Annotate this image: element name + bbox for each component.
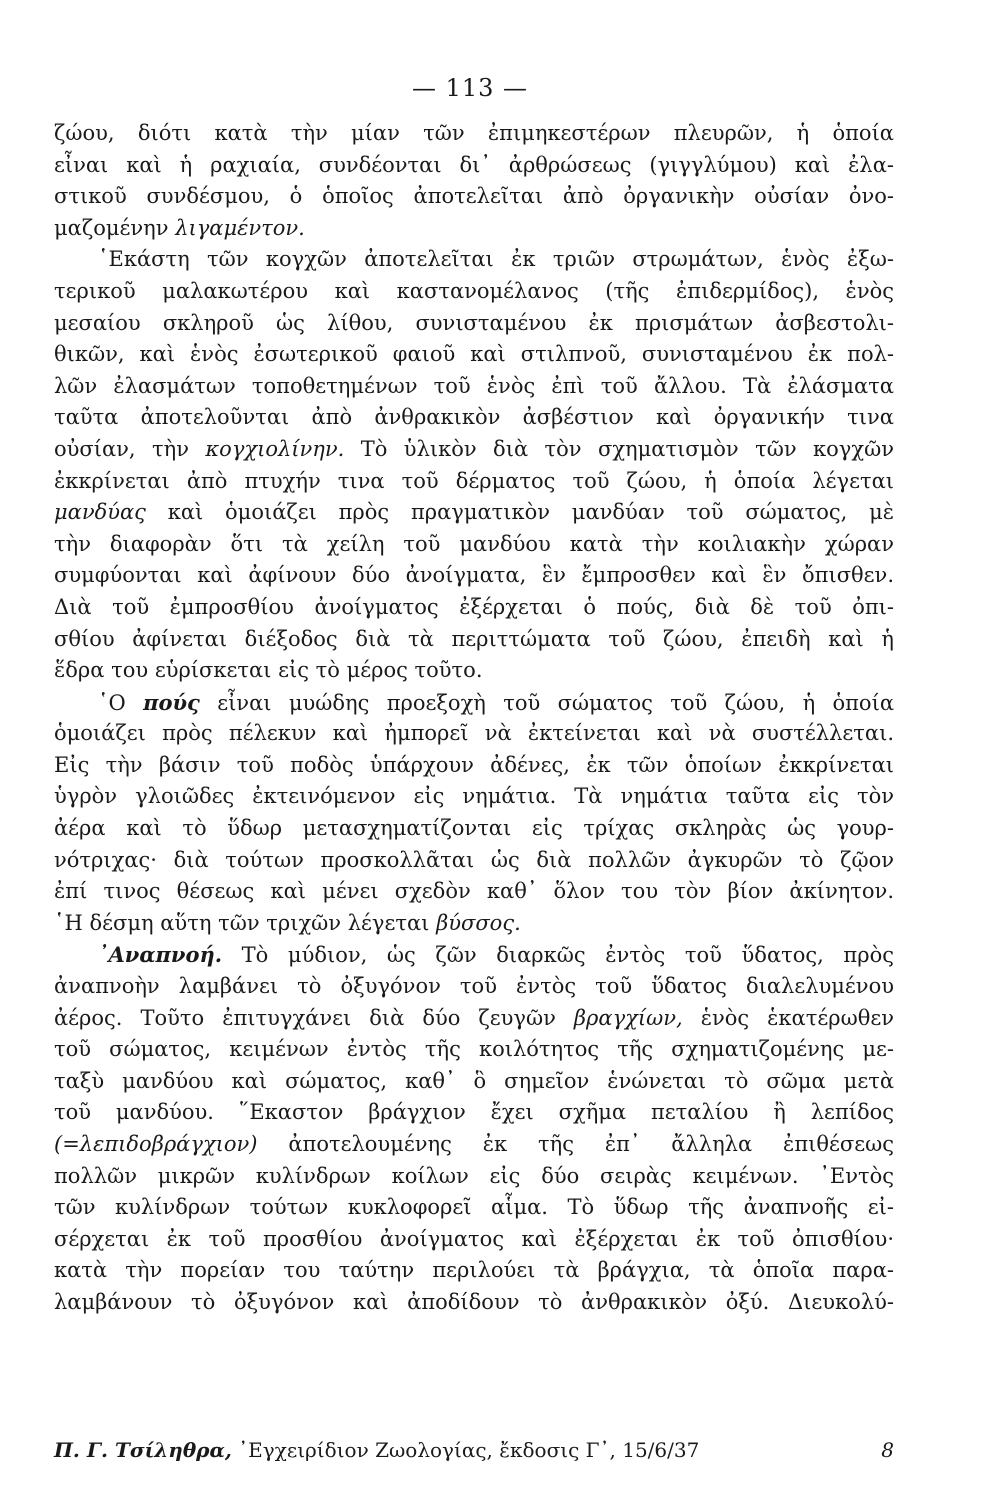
term-pous: πούς [143,689,200,715]
text-line: ῾Ο πούς εἶναι μυώδης προεξοχὴ τοῦ σώματος τοῦ ζώου, ἡ ὁποία [98,689,894,715]
text-line: Εἰς τὴν βάσιν τοῦ ποδὸς ὑπάρχουν ἀδένες, ἐκ τῶν ὁποίων ἐκκρίνεται [54,752,894,777]
text-line: μεσαίου σκληροῦ ὡς λίθου, συνισταμένου ἐκ πρισμάτων ἀσβεστολι- [54,310,894,335]
text-line: νότριχας· διὰ τούτων προσκολλᾶται ὡς διὰ πολλῶν ἀγκυρῶν τὸ ζῷον [54,847,894,872]
body-text [54,118,894,1319]
text-line: πολλῶν μικρῶν κυλίνδρων κοίλων εἰς δύο σειρὰς κειμένων. ᾽Εντὸς [54,1163,894,1188]
text-line: μανδύας καὶ ὁμοιάζει πρὸς πραγματικὸν μανδύαν τοῦ σώματος, μὲ [54,500,894,525]
text-line: τοῦ μανδύου. ῞Εκαστον βράγχιον ἔχει σχῆμα πεταλίου ἢ λεπίδος [54,1100,894,1125]
term-ligamenton: λιγαμέντον. [175,215,305,240]
text-line: θικῶν, καὶ ἑνὸς ἐσωτερικοῦ φαιοῦ καὶ στιλπνοῦ, συνισταμένου ἐκ πολ- [54,342,894,367]
text-line: εἶναι καὶ ἡ ραχιαία, συνδέονται δι᾽ ἀρθρώσεως (γιγγλύμου) καὶ ἐλα- [54,152,894,177]
text-line: ἕδρα του εὑρίσκεται εἰς τὸ μέρος τοῦτο. [54,658,483,683]
footer-sheet-number: 8 [881,1438,894,1462]
term-konchiolini: κογχιολίνην. [205,436,345,461]
term-mandyas: μανδύας [54,500,146,525]
text-line: τῶν κυλίνδρων τούτων κυκλοφορεῖ αἷμα. Τὸ ὕδωρ τῆς ἀναπνοῆς εἰ- [54,1195,894,1220]
text-line: στικοῦ συνδέσμου, ὁ ὁποῖος ἀποτελεῖται ἀπὸ ὀργανικὴν οὐσίαν ὀνο- [54,184,894,209]
text-line: ζώου, διότι κατὰ τὴν μίαν τῶν ἐπιμηκεστέρων πλευρῶν, ἡ ὁποία [54,121,894,145]
text-line: τοῦ σώματος, κειμένων ἐντὸς τῆς κοιλότητος τῆς σχηματιζομένης με- [54,1037,894,1062]
term-vrangchion: βραγχίων, [573,1005,683,1030]
footer-author: Π. Γ. Τσίληθρα, [54,1438,232,1462]
text-line: ταξὺ μανδύου καὶ σώματος, καθ᾽ ὃ σημεῖον ἑνώνεται τὸ σῶμα μετὰ [54,1068,894,1093]
text-line: (=λεπιδοβράγχιον) ἀποτελουμένης ἐκ τῆς ἐπ᾽ ἄλληλα ἐπιθέσεως [54,1132,894,1156]
text-line: ἀναπνοὴν λαμβάνει τὸ ὀξυγόνον τοῦ ἐντὸς τοῦ ὕδατος διαλελυμένου [54,974,894,999]
text-line: ῾Η δέσμη αὕτη τῶν τριχῶν λέγεται βύσσος. [54,910,521,935]
text-line: ἀέρος. Τοῦτο ἐπιτυγχάνει διὰ δύο ζευγῶν βραγχίων, ἑνὸς ἑκατέρωθεν [54,1005,894,1030]
footer [54,1438,894,1462]
text-line: ἐπί τινος θέσεως καὶ μένει σχεδὸν καθ᾽ ὅλον του τὸν βίον ἀκίνητον. [54,879,894,904]
text-line: λῶν ἐλασμάτων τοποθετημένων τοῦ ἑνὸς ἐπὶ τοῦ ἄλλου. Τὰ ἐλάσματα [54,373,894,398]
page-number: — 113 — [411,74,529,102]
text-line: ῾Εκάστη τῶν κογχῶν ἀποτελεῖται ἐκ τριῶν στρωμάτων, ἑνὸς ἐξω- [98,247,894,272]
text-line: μαζομένην λιγαμέντον. [54,215,305,240]
text-line: ὁμοιάζει πρὸς πέλεκυν καὶ ἠμπορεῖ νὰ ἐκτείνεται καὶ νὰ συστέλλεται. [54,721,894,746]
text-line: κατὰ τὴν πορείαν του ταύτην περιλούει τὰ βράγχια, τὰ ὁποῖα παρα- [54,1258,894,1283]
text-line: ἀέρα καὶ τὸ ὕδωρ μετασχηματίζονται εἰς τρίχας σκληρὰς ὡς γουρ- [54,816,894,841]
text-line: οὐσίαν, τὴν κογχιολίνην. Τὸ ὑλικὸν διὰ τὸν σχηματισμὸν τῶν κογχῶν [54,436,894,461]
footer-citation [54,1438,699,1462]
term-lepidovrangchion: (=λεπιδοβράγχιον) [54,1132,258,1156]
text-line: λαμβάνουν τὸ ὀξυγόνον καὶ ἀποδίδουν τὸ ἀνθρακικὸν ὀξύ. Διευκολύ- [54,1289,894,1314]
footer-book: ᾽Εγχειρίδιον Ζωολογίας, ἔκδοσις Γ᾽, 15/6/37 [238,1438,700,1462]
text-line: συμφύονται καὶ ἀφίνουν δύο ἀνοίγματα, ἓν ἔμπροσθεν καὶ ἓν ὄπισθεν. [54,563,894,588]
term-byssos: βύσσος. [436,910,521,935]
text-line: ταῦτα ἀποτελοῦνται ἀπὸ ἀνθρακικὸν ἀσβέστιον καὶ ὀργανικήν τινα [54,405,894,430]
text-line: ᾽Αναπνοή. Τὸ μύδιον, ὡς ζῶν διαρκῶς ἐντὸς τοῦ ὕδατος, πρὸς [98,942,894,968]
text-line: ἐκκρίνεται ἀπὸ πτυχήν τινα τοῦ δέρματος τοῦ ζώου, ἡ ὁποία λέγεται [54,468,894,493]
text-line: τερικοῦ μαλακωτέρου καὶ καστανομέλανος (τῆς ἐπιδερμίδος), ἑνὸς [54,278,894,303]
text-line: ὑγρὸν γλοιῶδες ἐκτεινόμενον εἰς νημάτια. Τὰ νημάτια ταῦτα εἰς τὸν [54,784,894,809]
section-heading-anapnoi: ᾽Αναπνοή. [98,942,223,968]
text-line: Διὰ τοῦ ἐμπροσθίου ἀνοίγματος ἐξέρχεται ὁ πούς, διὰ δὲ τοῦ ὀπι- [54,594,894,619]
text-line: σθίου ἀφίνεται διέξοδος διὰ τὰ περιττώματα τοῦ ζώου, ἐπειδὴ καὶ ἡ [54,626,894,651]
text-line: σέρχεται ἐκ τοῦ προσθίου ἀνοίγματος καὶ ἐξέρχεται ἐκ τοῦ ὀπισθίου· [54,1226,894,1251]
text-line: τὴν διαφορὰν ὅτι τὰ χείλη τοῦ μανδύου κατὰ τὴν κοιλιακὴν χώραν [54,531,894,556]
